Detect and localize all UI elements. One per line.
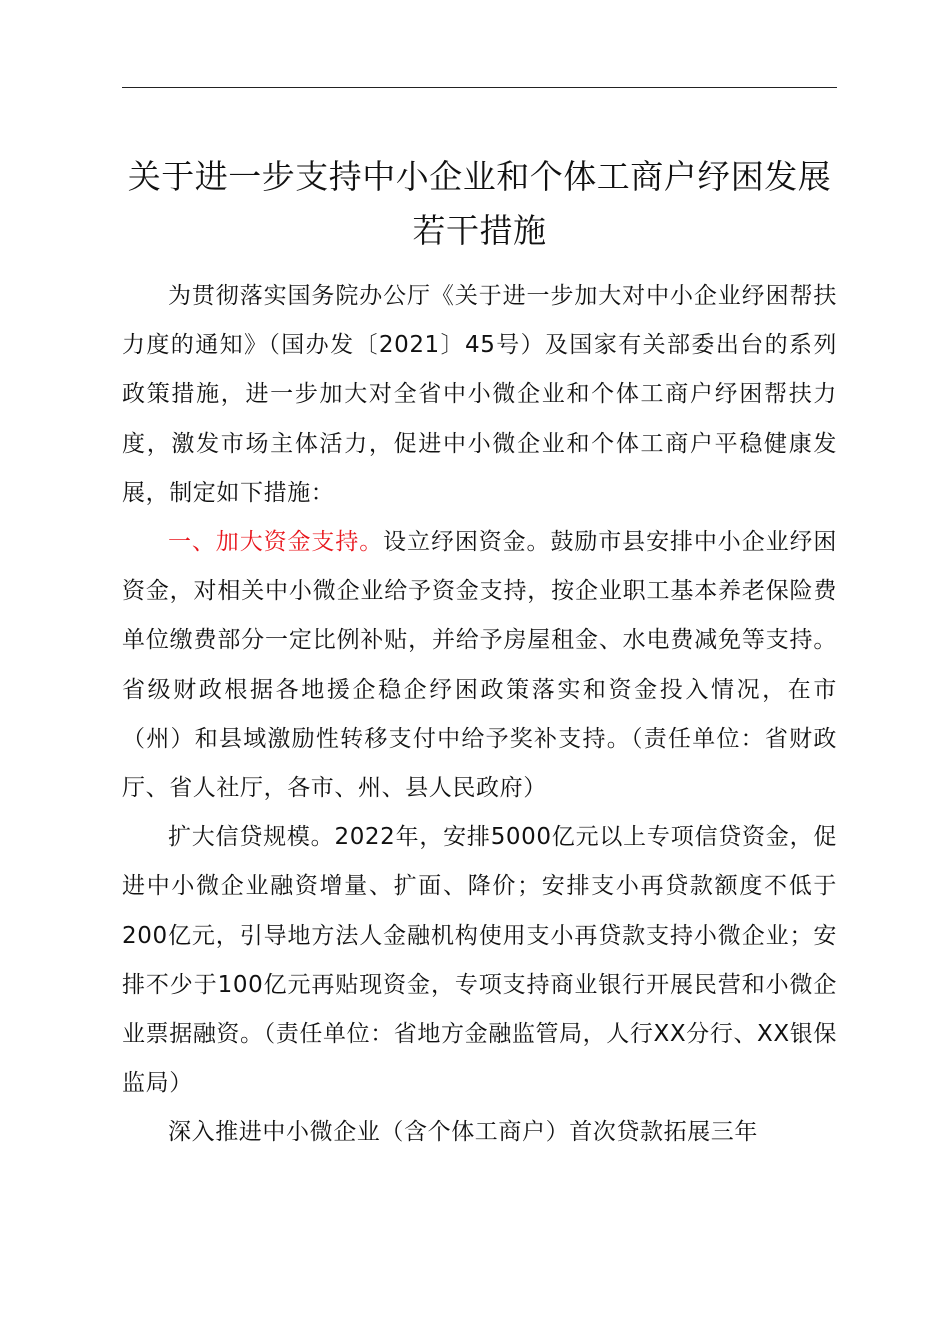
paragraph-text: 为贯彻落实国务院办公厅《关于进一步加大对中小企业纾困帮扶力度的通知》（国办发〔2021〕45号）及国家有关部委出台的系列政策措施，进一步加大对全省中小微企业和个体工商户纾困帮扶力度，激发市场主体活力，促进中小微企业和个体工商户平稳健康发展，制定如下措施： xyxy=(122,283,837,506)
intro-paragraph xyxy=(122,272,837,518)
section-heading: 一、加大资金支持。 xyxy=(168,529,384,556)
header-rule xyxy=(122,87,837,88)
paragraph-text: 扩大信贷规模。2022年，安排5000亿元以上专项信贷资金，促进中小微企业融资增量、扩面、降价；安排支小再贷款额度不低于200亿元，引导地方法人金融机构使用支小再贷款支持小微企业；安排不少于100亿元再贴现资金，专项支持商业银行开展民营和小微企业票据融资。（责任单位：省地方金融监管局，人行XX分行、XX银保监局） xyxy=(122,824,837,1097)
document-body xyxy=(122,272,837,1158)
paragraph-text: 深入推进中小微企业（含个体工商户）首次贷款拓展三年 xyxy=(168,1119,758,1146)
section-1-paragraph xyxy=(122,518,837,813)
first-loan-paragraph xyxy=(122,1108,837,1157)
paragraph-text: 设立纾困资金。鼓励市县安排中小企业纾困资金，对相关中小微企业给予资金支持，按企业职工基本养老保险费单位缴费部分一定比例补贴，并给予房屋租金、水电费减免等支持。省级财政根据各地援企稳企纾困政策落实和资金投入情况，在市（州）和县域激励性转移支付中给予奖补支持。（责任单位：省财政厅、省人社厅，各市、州、县人民政府） xyxy=(122,529,837,802)
credit-paragraph xyxy=(122,813,837,1108)
document-title: 关于进一步支持中小企业和个体工商户纾困发展若干措施 xyxy=(127,157,832,250)
